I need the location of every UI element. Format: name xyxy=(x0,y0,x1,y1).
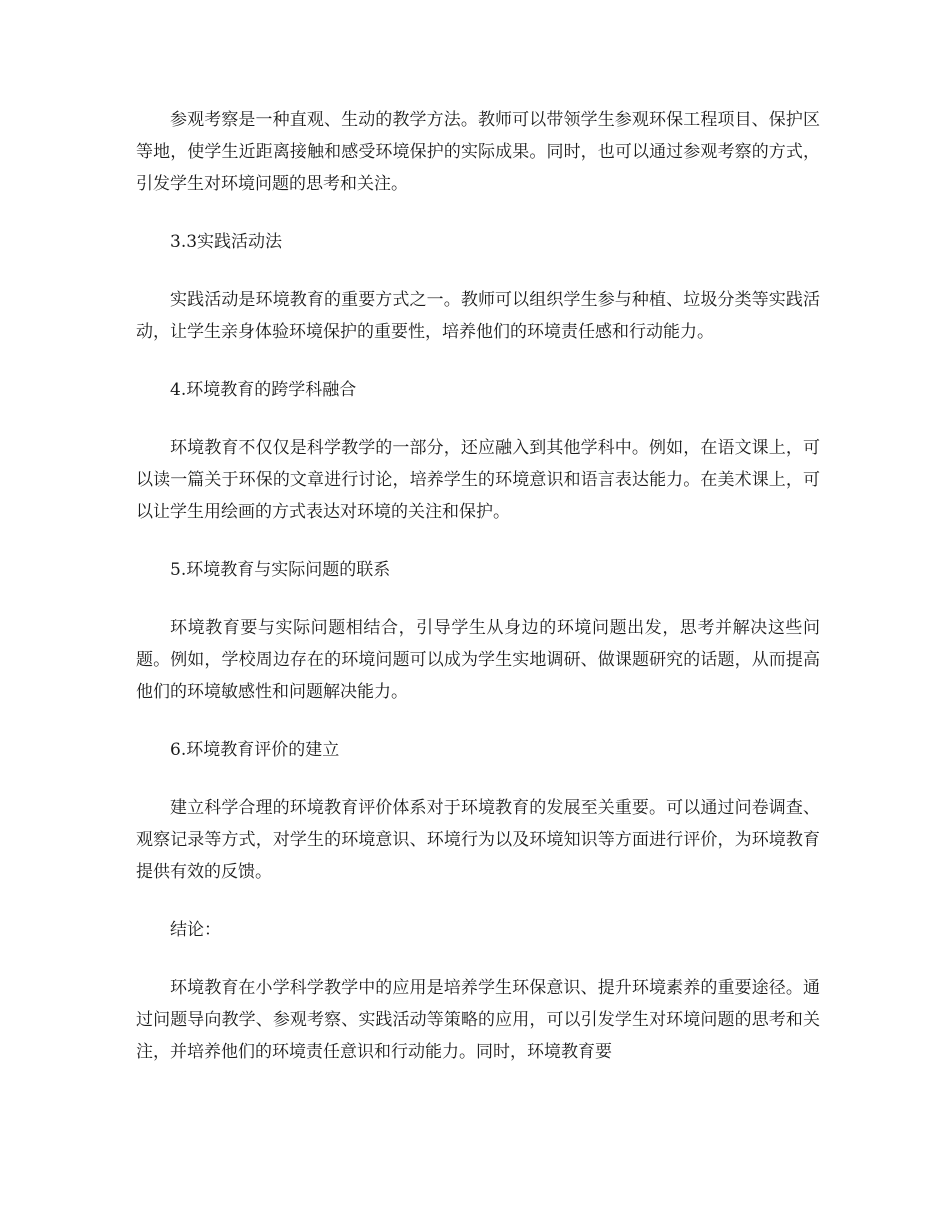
paragraph-interdisciplinary: 环境教育不仅仅是科学教学的一部分，还应融入到其他学科中。例如，在语文课上，可以读一篇关于环保的文章进行讨论，培养学生的环境意识和语言表达能力。在美术课上，可以让学生用绘画的方式表达对环境的关注和保护。 xyxy=(136,438,820,522)
section-heading-5: 5.环境教育与实际问题的联系 xyxy=(170,560,391,580)
paragraph-field-visit: 参观考察是一种直观、生动的教学方法。教师可以带领学生参观环保工程项目、保护区等地，使学生近距离接触和感受环境保护的实际成果。同时，也可以通过参观考察的方式，引发学生对环境问题的思考和关注。 xyxy=(136,110,820,194)
document-body xyxy=(136,104,820,1094)
paragraph-real-problems: 环境教育要与实际问题相结合，引导学生从身边的环境问题出发，思考并解决这些问题。例如，学校周边存在的环境问题可以成为学生实地调研、做课题研究的话题，从而提高他们的环境敏感性和问题解决能力。 xyxy=(136,618,820,702)
paragraph-conclusion: 环境教育在小学科学教学中的应用是培养学生环保意识、提升环境素养的重要途径。通过问题导向教学、参观考察、实践活动等策略的应用，可以引发学生对环境问题的思考和关注，并培养他们的环境责任意识和行动能力。同时，环境教育要 xyxy=(136,978,820,1062)
section-heading-conclusion: 结论： xyxy=(170,920,221,940)
section-heading-6: 6.环境教育评价的建立 xyxy=(170,740,340,760)
paragraph-evaluation: 建立科学合理的环境教育评价体系对于环境教育的发展至关重要。可以通过问卷调查、观察记录等方式，对学生的环境意识、环境行为以及环境知识等方面进行评价，为环境教育提供有效的反馈。 xyxy=(136,798,820,882)
paragraph-practice-activity: 实践活动是环境教育的重要方式之一。教师可以组织学生参与种植、垃圾分类等实践活动，让学生亲身体验环境保护的重要性，培养他们的环境责任感和行动能力。 xyxy=(136,290,820,342)
section-heading-4: 4.环境教育的跨学科融合 xyxy=(170,380,357,400)
section-heading-3-3: 3.3实践活动法 xyxy=(170,232,283,252)
